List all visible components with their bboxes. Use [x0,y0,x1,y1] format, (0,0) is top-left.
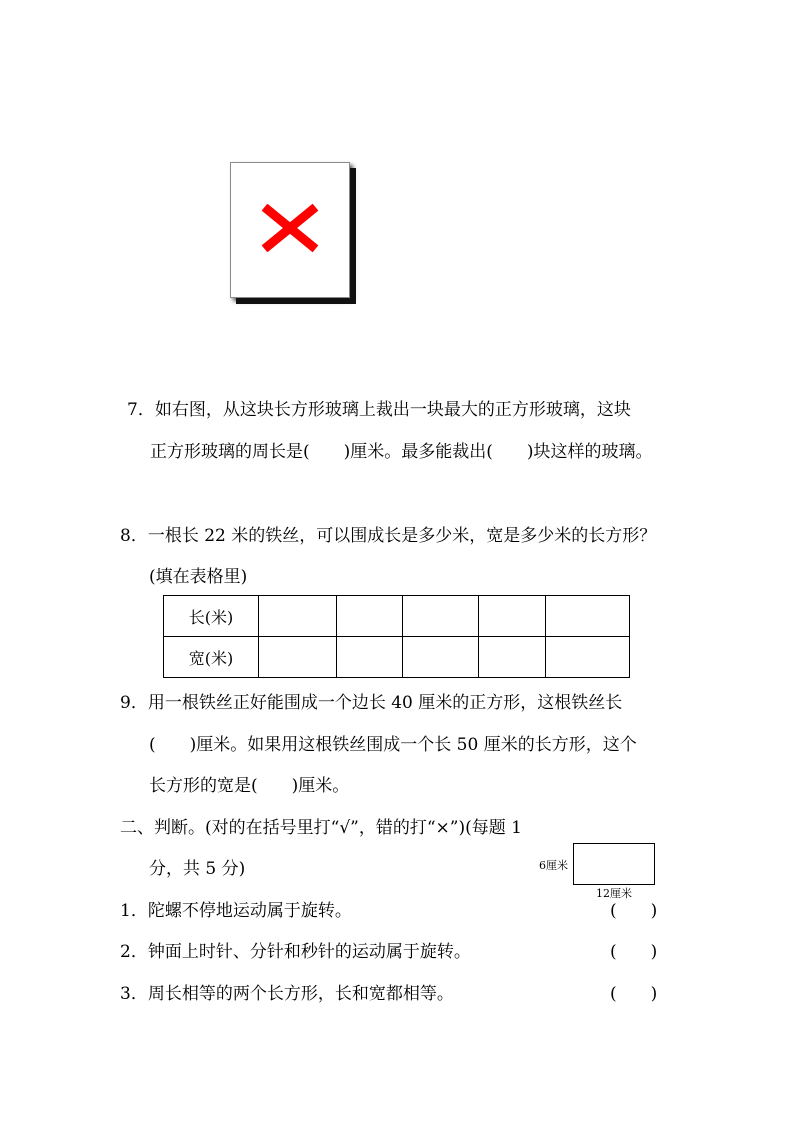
table-cell[interactable] [479,596,546,637]
row-label-length: 长(米) [164,596,259,637]
row-label-width: 宽(米) [164,637,259,678]
judgement-2-blank[interactable]: ( ) [610,942,658,962]
q7-line1: 7．如右图，从这块长方形玻璃上裁出一块最大的正方形玻璃，这块 [127,400,631,420]
q8-line1: 8．一根长 22 米的铁丝，可以围成长是多少米，宽是多少米的长方形？ [120,526,657,546]
judgement-3-blank[interactable]: ( ) [610,984,658,1004]
table-row-width [164,637,630,678]
broken-image [230,162,354,302]
table-cell[interactable] [403,596,479,637]
table-cell[interactable] [403,637,479,678]
section2-title-line1: 二、判断。(对的在括号里打“√”，错的打“×”)(每题 1 [120,818,522,838]
table-cell[interactable] [546,596,630,637]
table-cell[interactable] [479,637,546,678]
answer-table [163,595,630,678]
q9-line3: 长方形的宽是( )厘米。 [149,776,350,796]
q7-line2: 正方形玻璃的周长是( )厘米。最多能裁出( )块这样的玻璃。 [150,442,653,462]
judgement-2-text: 2．钟面上时针、分针和秒针的运动属于旋转。 [120,942,471,962]
table-cell[interactable] [337,596,403,637]
judgement-3-text: 3．周长相等的两个长方形，长和宽都相等。 [120,984,454,1004]
judgement-1-blank[interactable]: ( ) [610,901,658,921]
q9-line2: ( )厘米。如果用这根铁丝围成一个长 50 厘米的长方形，这个 [149,735,637,755]
rectangle-figure [573,843,655,885]
broken-image-icon [260,204,320,252]
section2-title-line2: 分，共 5 分) [149,859,246,879]
figure-bottom-label: 12厘米 [596,887,632,900]
figure-side-label: 6厘米 [539,859,568,872]
table-cell[interactable] [337,637,403,678]
judgement-1-text: 1．陀螺不停地运动属于旋转。 [120,901,352,921]
table-cell[interactable] [259,637,337,678]
table-cell[interactable] [546,637,630,678]
table-row-length [164,596,630,637]
q9-line1: 9．用一根铁丝正好能围成一个边长 40 厘米的正方形，这根铁丝长 [120,693,623,713]
q8-line2: (填在表格里) [149,567,248,587]
table-cell[interactable] [259,596,337,637]
